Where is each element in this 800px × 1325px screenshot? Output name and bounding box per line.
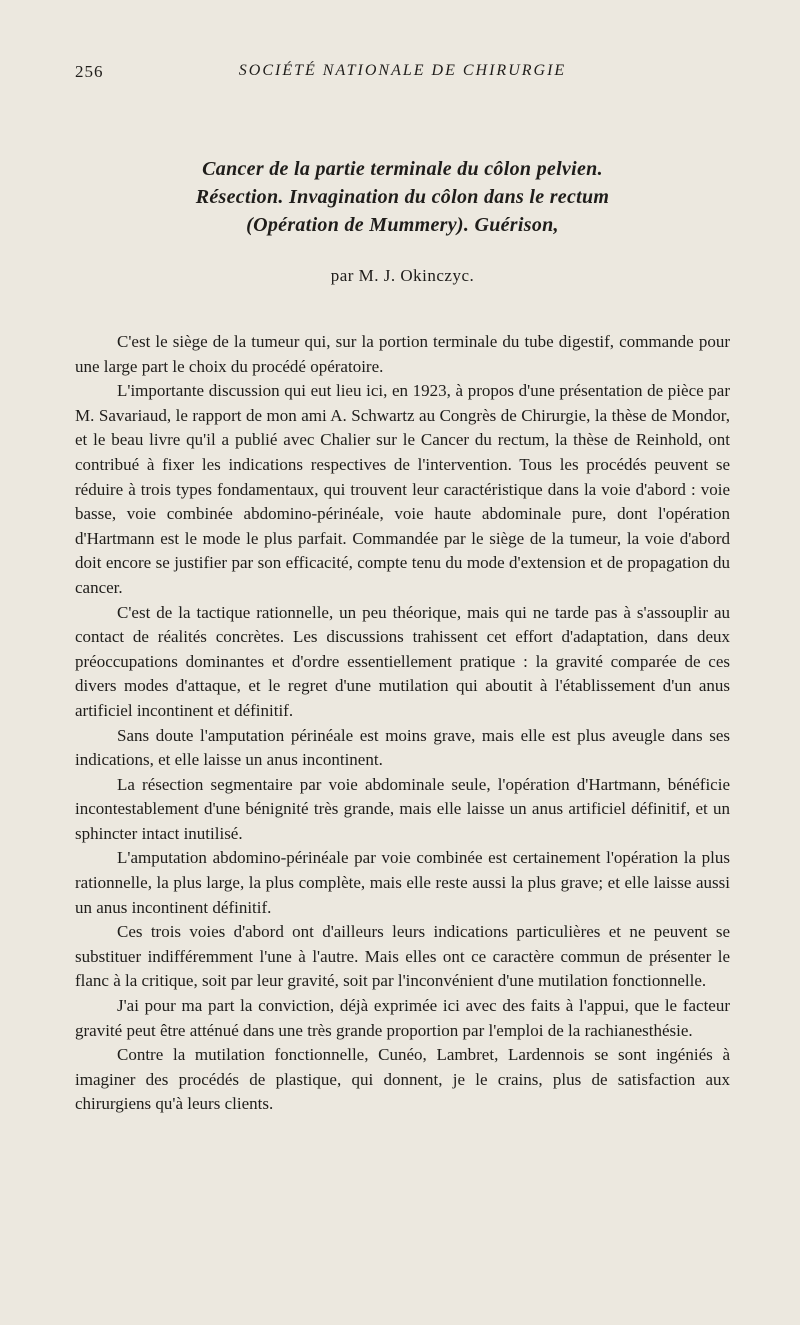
paragraph-9: Contre la mutilation fonctionnelle, Cunéo, Lambret, Lardennois se sont ingéniés à imaginer des procédés de plastique, qui donnent, je le crains, plus de satisfaction aux chirurgiens qu'à leurs clients. (75, 1045, 730, 1114)
paragraph-8: J'ai pour ma part la conviction, déjà exprimée ici avec des faits à l'appui, que le facteur gravité peut être atténué dans une très grande proportion par l'emploi de la rachianesthésie. (75, 996, 730, 1040)
title-line-1: Cancer de la partie terminale du côlon pelvien. (202, 158, 603, 180)
article-title (75, 155, 730, 239)
paragraph-4: Sans doute l'amputation périnéale est moins grave, mais elle est plus aveugle dans ses indications, et elle laisse un anus incontinent. (75, 725, 730, 770)
title-line-3: (Opération de Mummery). Guérison, (246, 214, 559, 236)
article-body (75, 330, 730, 1117)
paragraph-6: L'amputation abdomino-périnéale par voie combinée est certainement l'opération la plus rationnelle, la plus large, la plus complète, mais elle reste aussi la plus grave; et elle laisse aussi un anus incontinent définitif. (75, 848, 730, 917)
page-number: 256 (75, 62, 104, 81)
paragraph-3: C'est de la tactique rationnelle, un peu théorique, mais qui ne tarde pas à s'assouplir au contact de réalités concrètes. Les discussions trahissent cet effort d'adaptation, dans deux préoccupations dominantes et d'ordre essentiellement pratique : la gravité comparée de ces divers modes d'attaque, et le regret d'une mutilation qui aboutit à l'établissement d'un anus artificiel incontinent et définitif. (75, 602, 730, 720)
paragraph-5: La résection segmentaire par voie abdominale seule, l'opération d'Hartmann, bénéficie incontestablement d'une bénignité très grande, mais elle laisse un anus artificiel définitif, et un sphincter intact inutilisé. (75, 774, 730, 843)
paragraph-7: Ces trois voies d'abord ont d'ailleurs leurs indications particulières et ne peuvent se substituer indifféremment l'une à l'autre. Mais elles ont ce caractère commun de présenter le flanc à la critique, soit par leur gravité, soit par l'inconvénient d'une mutilation fonctionnelle. (75, 922, 730, 991)
running-header (75, 62, 730, 84)
paragraph-2: L'importante discussion qui eut lieu ici, en 1923, à propos d'une présentation de pièce par M. Savariaud, le rapport de mon ami A. Schwartz au Congrès de Chirurgie, la thèse de Mondor, et le beau livre qu'il a publié avec Chalier sur le Cancer du rectum, la thèse de Reinhold, ont contribué à fixer les indications respectives de l'intervention. Tous les procédés peuvent se réduire à trois types fondamentaux, qui trouvent leur caractéristique dans la voie d'abord : voie basse, voie combinée abdomino-périnéale, voie haute abdominale pure, dont l'opération d'Hartmann est le mode le plus parfait. Commandée par le siège de la tumeur, la voie d'abord doit encore se justifier par son efficacité, compte tenu du mode d'extension et de propagation du cancer. (75, 381, 730, 597)
title-line-2: Résection. Invagination du côlon dans le rectum (195, 186, 610, 208)
paragraph-1: C'est le siège de la tumeur qui, sur la portion terminale du tube digestif, commande pour une large part le choix du procédé opératoire. (75, 332, 730, 376)
journal-title: SOCIÉTÉ NATIONALE DE CHIRURGIE (238, 62, 567, 79)
author-byline: par M. J. Okinczyc. (330, 266, 475, 285)
